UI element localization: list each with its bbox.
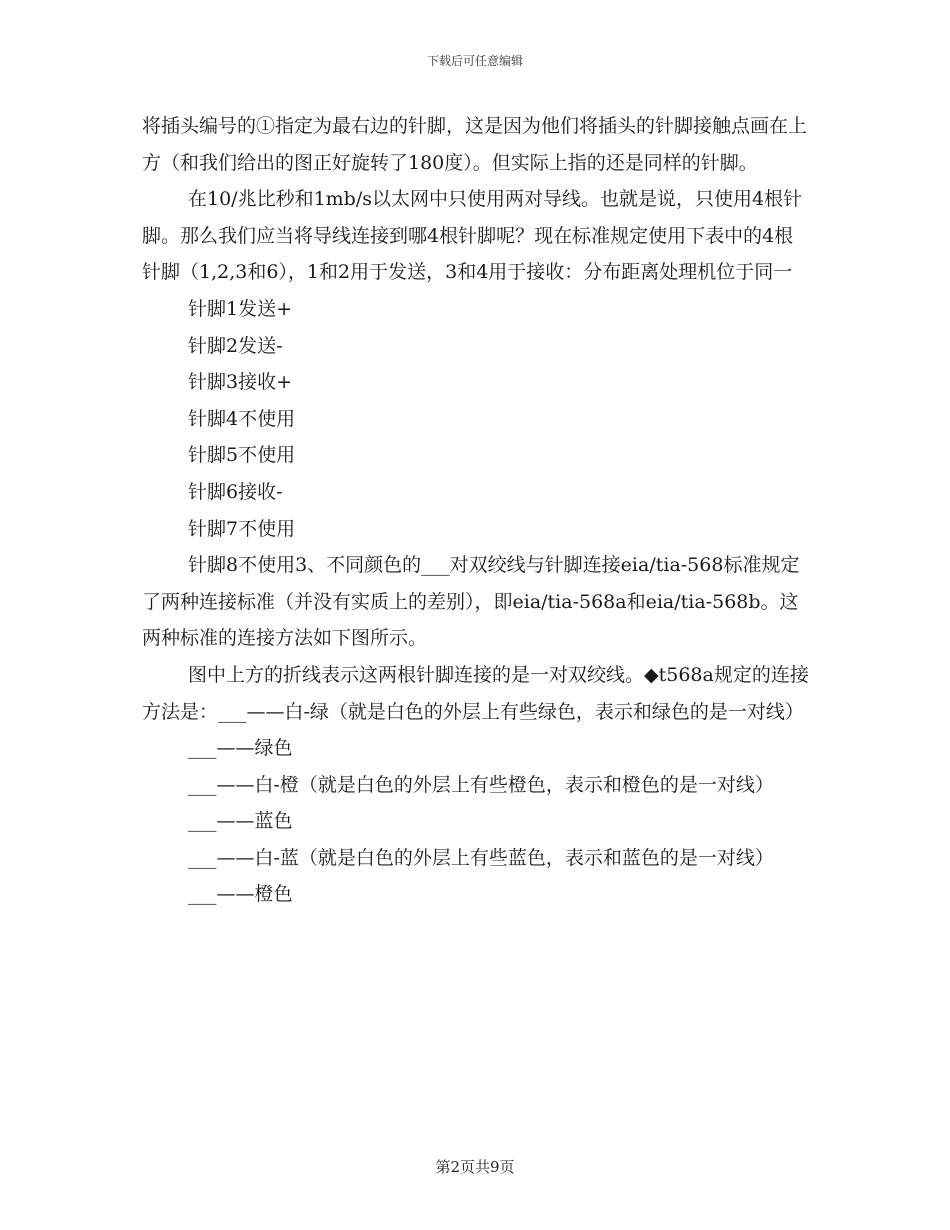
pin-line: 针脚5不使用	[188, 444, 296, 467]
paragraph: 在10/兆比秒和1mb/s以太网中只使用两对导线。也就是说，只使用4根针脚。那么我们应当将导线连接到哪4根针脚呢？现在标准规定使用下表中的4根针脚（1,2,3和6），1和2用于发送，3和4用于接收：分布距离处理机位于同一	[142, 188, 803, 284]
pin-line: 针脚4不使用	[188, 407, 296, 430]
paragraph: 将插头编号的①指定为最右边的针脚，这是因为他们将插头的针脚接触点画在上方（和我们给出的图正好旋转了180度）。但实际上指的还是同样的针脚。	[142, 115, 808, 174]
color-line: ___——白-蓝（就是白色的外层上有些蓝色，表示和蓝色的是一对线）	[188, 846, 774, 869]
document-body	[142, 108, 810, 913]
paragraph: 图中上方的折线表示这两根针脚连接的是一对双绞线。◆t568a规定的连接方法是：___——白-绿（就是白色的外层上有些绿色，表示和绿色的是一对线）	[142, 663, 809, 723]
page-header: 下载后可任意编辑	[426, 54, 523, 68]
paragraph: 针脚8不使用3、不同颜色的___对双绞线与针脚连接eia/tia-568标准规定了两种连接标准（并没有实质上的差别），即eia/tia-568a和eia/tia-568b。这两种标准的连接方法如下图所示。	[142, 554, 800, 650]
pin-line: 针脚2发送-	[188, 334, 283, 357]
color-line: ___——橙色	[188, 883, 293, 906]
pin-line: 针脚3接收+	[188, 371, 293, 394]
page-footer: 第2页共9页	[435, 1158, 515, 1176]
color-line: ___——白-橙（就是白色的外层上有些橙色，表示和橙色的是一对线）	[188, 773, 774, 796]
pin-line: 针脚6接收-	[188, 480, 283, 503]
pin-line: 针脚7不使用	[188, 517, 296, 540]
color-line: ___——绿色	[188, 737, 293, 760]
pin-line: 针脚1发送+	[188, 297, 293, 320]
color-line: ___——蓝色	[188, 810, 293, 833]
